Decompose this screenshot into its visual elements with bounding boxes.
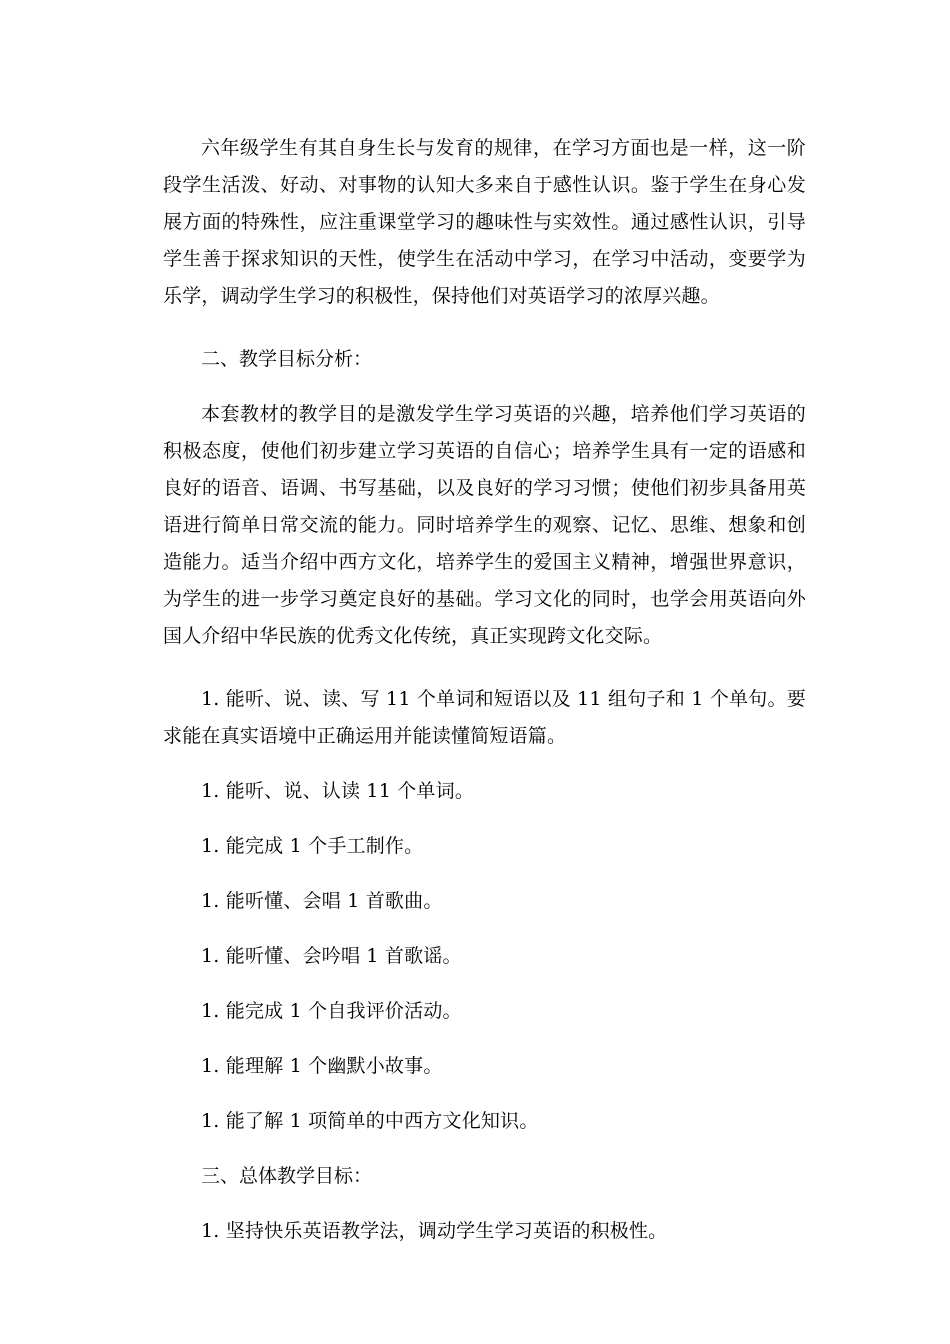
- paragraph-textbook-purpose: 本套教材的教学目的是激发学生学习英语的兴趣，培养他们学习英语的积极态度，使他们初步建立学习英语的自信心；培养学生具有一定的语感和良好的语音、语调、书写基础，以及良好的学习习惯；使他们初步具备用英语进行简单日常交流的能力。同时培养学生的观察、记忆、思维、想象和创造能力。适当介绍中西方文化，培养学生的爱国主义精神，增强世界意识，为学生的进一步学习奠定良好的基础。学习文化的同时，也学会用英语向外国人介绍中华民族的优秀文化传统，真正实现跨文化交际。: [163, 403, 806, 647]
- list-item-goal-8: 1. 能了解 1 项简单的中西方文化知识。: [201, 1110, 539, 1132]
- heading-overall-teaching-goals: 三、总体教学目标：: [201, 1165, 373, 1187]
- list-item-goal-6: 1. 能完成 1 个自我评价活动。: [201, 1000, 462, 1022]
- list-item-goal-4: 1. 能听懂、会唱 1 首歌曲。: [201, 890, 443, 912]
- list-item-goal-2: 1. 能听、说、认读 11 个单词。: [201, 780, 475, 802]
- list-item-overall-goal-1: 1. 坚持快乐英语教学法，调动学生学习英语的积极性。: [201, 1220, 668, 1242]
- paragraph-student-characteristics: 六年级学生有其自身生长与发育的规律，在学习方面也是一样，这一阶段学生活泼、好动、对事物的认知大多来自于感性认识。鉴于学生在身心发展方面的特殊性，应注重课堂学习的趣味性与实效性。通过感性认识，引导学生善于探求知识的天性，使学生在活动中学习，在学习中活动，变要学为乐学，调动学生学习的积极性，保持他们对英语学习的浓厚兴趣。: [163, 137, 806, 307]
- list-item-goal-3: 1. 能完成 1 个手工制作。: [201, 835, 424, 857]
- list-item-goal-1: 1. 能听、说、读、写 11 个单词和短语以及 11 组句子和 1 个单句。要求能在真实语境中正确运用并能读懂简短语篇。: [163, 688, 806, 747]
- heading-teaching-goal-analysis: 二、教学目标分析：: [201, 348, 373, 370]
- list-item-goal-7: 1. 能理解 1 个幽默小故事。: [201, 1055, 443, 1077]
- list-item-goal-5: 1. 能听懂、会吟唱 1 首歌谣。: [201, 945, 462, 967]
- document-body: [163, 130, 806, 1268]
